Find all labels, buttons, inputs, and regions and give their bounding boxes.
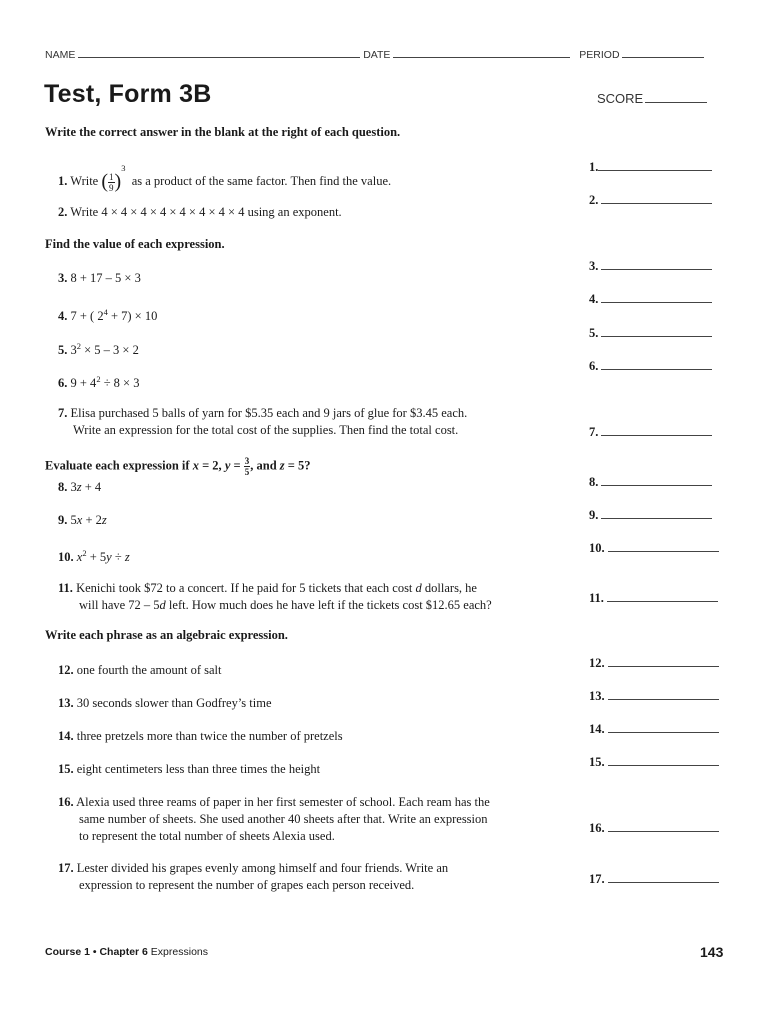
question-text: 8 + 17 – 5 × 3 [70,271,141,285]
question-number: 4. [58,309,68,324]
question-number: 3. [58,271,68,285]
variable: x [76,513,83,527]
section-instructions-evaluate [45,456,311,477]
question-6 [58,371,139,392]
question-text: + 7) × 10 [107,309,158,324]
answer-number: 6. [589,359,599,373]
chapter-label: Chapter 6 [99,946,148,958]
answer-blank-5[interactable] [589,325,712,341]
question-text: same number of sheets. She used another 40 sheets after that. Write an expression [79,812,488,826]
name-field[interactable] [78,47,360,58]
question-text: three pretzels more than twice the number of pretzels [76,729,343,743]
student-info-header [45,47,704,61]
page-number: 143 [700,944,724,960]
question-text: + 2 [82,513,102,527]
question-number: 12. [58,663,74,677]
question-text: + 4 [81,480,102,494]
question-text: × 5 – 3 × 2 [81,343,139,358]
answer-number: 16. [589,821,605,835]
answer-blank-12[interactable] [589,655,719,671]
question-8 [58,479,101,496]
answer-number: 12. [589,656,605,670]
answer-blank-17[interactable] [589,871,719,887]
answer-blank-9[interactable] [589,507,712,523]
variable: d [159,598,166,612]
answer-blank-7[interactable] [589,424,712,440]
exponent: 2 [96,374,101,384]
answer-blank-16[interactable] [589,820,719,836]
question-text: Write an expression for the total cost of the supplies. Then find the total cost. [73,423,459,437]
question-text: ÷ 8 × 3 [100,376,140,391]
variable: y [106,550,112,565]
answer-number: 3. [589,259,599,273]
question-text: Write [70,174,99,188]
question-text: ÷ [111,550,125,565]
question-5 [58,338,139,359]
question-14 [58,728,343,745]
question-10 [58,545,130,566]
answer-blank-15[interactable] [589,754,719,770]
instruction-text: Evaluate each expression if [45,458,193,473]
question-text: will have 72 – 5 [79,598,160,612]
answer-number: 10. [589,541,605,555]
variable: z [76,480,82,494]
instruction-text: = 5? [284,458,311,473]
question-text: expression to represent the number of grapes each person received. [79,878,415,892]
question-number: 16. [58,795,74,809]
exponent: 4 [103,307,108,317]
question-text: left. How much does he have left if the tickets cost $12.65 each? [165,598,492,612]
answer-blank-4[interactable] [589,291,712,307]
answer-number: 2. [589,193,599,207]
question-12 [58,662,222,679]
variable-x: x [192,458,199,473]
question-number: 13. [58,696,74,710]
period-label: PERIOD [579,49,620,61]
exponent: 2 [82,548,87,558]
score-field[interactable] [645,91,707,103]
answer-number: 17. [589,872,605,886]
question-13 [58,695,272,712]
answer-blank-1[interactable] [589,159,712,175]
question-text: 3 [70,343,77,358]
section-instructions-values: Find the value of each expression. [45,237,225,251]
instruction-text: = [230,458,244,473]
answer-blank-8[interactable] [589,474,712,490]
question-text: Write 4 × 4 × 4 × 4 × 4 × 4 × 4 × 4 using an exponent. [70,205,342,219]
bullet-separator: • [89,946,100,958]
name-label: NAME [45,49,76,61]
question-16 [58,794,490,845]
answer-number: 13. [589,689,605,703]
variable: z [124,550,130,565]
variable: z [101,513,107,527]
question-number: 1. [58,174,68,188]
question-number: 5. [58,343,68,358]
score-label: SCORE [597,91,644,106]
question-11 [58,580,492,614]
exponent: 2 [76,341,81,351]
answer-number: 8. [589,475,599,489]
question-number: 17. [58,861,74,875]
fraction-denominator: 9 [109,182,114,193]
fraction-denominator: 5 [244,467,250,477]
question-number: 8. [58,480,68,494]
answer-blank-13[interactable] [589,688,719,704]
question-text: Lester divided his grapes evenly among himself and four friends. Write an [76,861,449,875]
answer-number: 5. [589,326,599,340]
question-text: Elisa purchased 5 balls of yarn for $5.35 each and 9 jars of glue for $3.45 each. [70,406,468,420]
answer-blank-14[interactable] [589,721,719,737]
date-field[interactable] [393,47,570,58]
question-number: 10. [58,550,74,565]
question-number: 7. [58,406,68,420]
question-text: as a product of the same factor. Then find the value. [131,174,392,188]
question-text: 9 + 4 [70,376,97,391]
answer-blank-10[interactable] [589,540,719,556]
question-text: Kenichi took $72 to a concert. If he paid for 5 tickets that each cost [76,581,416,595]
answer-number: 15. [589,755,605,769]
answer-number: 4. [589,292,599,306]
question-1: 1. Write ( $\frac{1}{9}$ )$^3$ as a product of the same factor. Then find the value. [58,163,392,193]
answer-blank-6[interactable] [589,358,712,374]
question-text: eight centimeters less than three times the height [76,762,321,776]
question-number: 9. [58,513,68,527]
answer-number: 11. [589,591,604,605]
question-number: 6. [58,376,68,391]
question-text: 3 [70,480,77,494]
date-label: DATE [363,49,391,61]
answer-number: 14. [589,722,605,736]
variable: d [415,581,422,595]
variable: x [76,550,83,565]
question-number: 11. [58,581,73,595]
page-title: Test, Form 3B [44,80,212,108]
variable-z: z [279,458,285,473]
footer-course-info [45,946,208,958]
question-15 [58,761,320,778]
question-number: 15. [58,762,74,776]
question-number: 14. [58,729,74,743]
answer-blank-3[interactable] [589,258,712,274]
score-box [597,91,707,106]
fraction-numerator: 1 [109,171,114,182]
fraction-numerator: 3 [244,456,250,466]
question-9 [58,512,107,529]
question-text: dollars, he [421,581,477,595]
question-7 [58,405,467,439]
answer-blank-2[interactable] [589,192,712,208]
question-text: 30 seconds slower than Godfrey’s time [76,696,272,710]
exponent: 3 [121,163,126,173]
topic-label: Expressions [147,946,208,958]
question-3 [58,270,141,287]
question-text: 7 + ( 2 [70,309,104,324]
instruction-text: = 2, [198,458,225,473]
question-number: 2. [58,205,68,219]
answer-number: 1. [589,160,599,174]
question-4 [58,304,157,325]
instruction-text: , and [250,458,280,473]
period-field[interactable] [622,47,704,58]
question-text: one fourth the amount of salt [76,663,222,677]
question-text: Alexia used three reams of paper in her first semester of school. Each ream has the [76,795,490,809]
section-instructions-phrases: Write each phrase as an algebraic expression. [45,628,288,642]
answer-number: 9. [589,508,599,522]
answer-blank-11[interactable] [589,590,718,606]
question-2 [58,204,342,221]
question-text: to represent the total number of sheets Alexia used. [79,829,335,843]
course-label: Course 1 [45,946,90,958]
question-text: 5 [70,513,77,527]
question-text: + 5 [86,550,107,565]
answer-number: 7. [589,425,599,439]
question-17 [58,860,448,894]
main-instructions: Write the correct answer in the blank at the right of each question. [45,125,401,139]
variable-y: y [224,458,231,473]
